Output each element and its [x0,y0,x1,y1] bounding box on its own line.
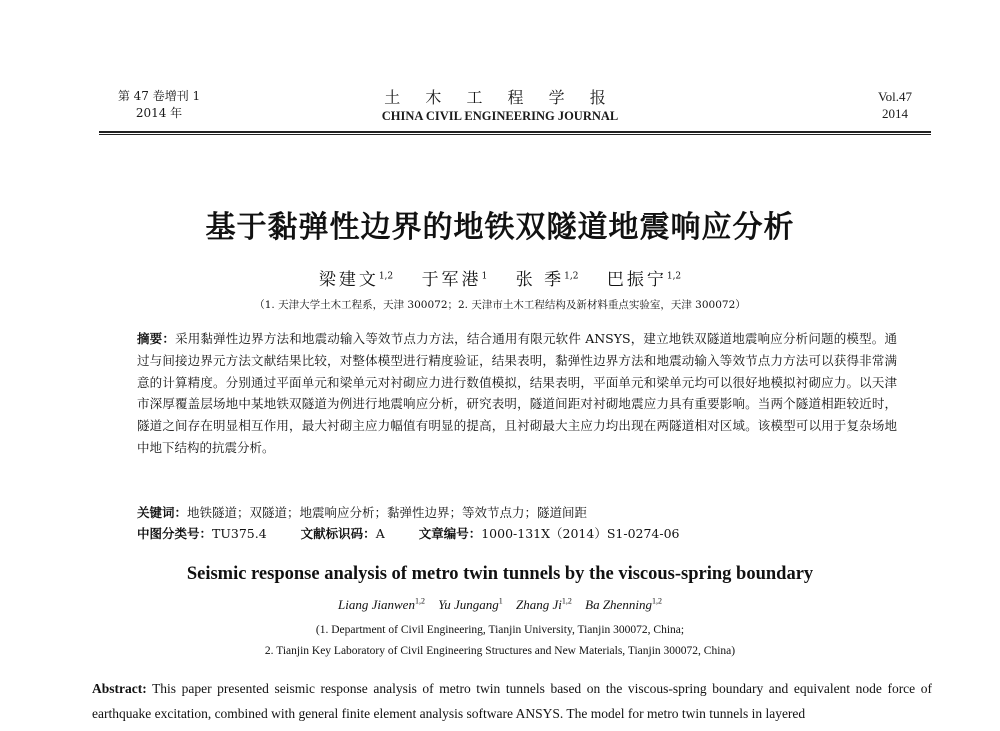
author-cn: 张 季$^{1,2}$ [515,270,579,290]
author-list-cn [0,265,1000,290]
volume-year: 2014 年 [135,106,183,120]
volume-info-en [850,88,940,122]
abstract-en-text: This paper presented seismic response analysis of metro twin tunnels based on the viscous-spring boundary and equivalent node force of earthquake excitation, combined with general finite element analysis software ANSYS. The model for metro twin tunnels in layered [92,681,932,721]
paper-title-cn: 基于黏弹性边界的地铁双隧道地震响应分析 [205,210,795,245]
abstract-en-label: Abstract: [92,681,147,696]
header-rule-thin [99,134,931,135]
affiliation-en-2: 2. Tianjin Key Laboratory of Civil Engineering Structures and New Materials, Tianjin 300072, China) [264,645,736,657]
year-en: 2014 [882,106,908,121]
abstract-cn [137,328,897,459]
document-code: 文献标识码：A [300,526,385,541]
author-en: Zhang Ji$^{1,2}$ [516,597,572,613]
volume-issue: 第 47 卷增刊 1 [117,89,201,103]
abstract-cn-label: 摘要： [137,331,176,346]
keywords-cn [137,504,897,522]
author-cn: 梁建文$^{1,2}$ [318,270,394,290]
volume-en: Vol.47 [877,89,913,104]
volume-info [99,88,219,122]
affiliation-cn: （1. 天津大学土木工程系，天津 300072；2. 天津市土木工程结构及新材料重点实验室，天津 300072） [254,299,746,311]
author-en: Liang Jianwen$^{1,2}$ [338,597,425,613]
paper-title-en: Seismic response analysis of metro twin tunnels by the viscous-spring boundary [186,564,814,584]
header-rule-thick [99,131,931,133]
journal-name [330,88,670,125]
author-list-en [0,597,1000,613]
keywords-cn-text: 地铁隧道；双隧道；地震响应分析；黏弹性边界；等效节点力；隧道间距 [187,505,588,520]
journal-name-cn: 土 木 工 程 学 报 [384,88,616,107]
affiliation-en-1: (1. Department of Civil Engineering, Tianjin University, Tianjin 300072, China; [315,624,685,636]
author-cn: 巴振宁$^{1,2}$ [606,270,682,290]
clc-number: 中图分类号：TU375.4 [137,526,267,541]
abstract-cn-text: 采用黏弹性边界方法和地震动输入等效节点力方法，结合通用有限元软件 ANSYS，建立地铁双隧道地震响应分析问题的模型。通过与间接边界元方法文献结果比较，对整体模型进行精度验证，结果表明，黏弹性边界方法和地震动输入等效节点力方法可以获得非常满意的计算精度。分别通过平面单元和梁单元对衬砌应力进行数值模拟，结果表明，平面单元和梁单元均可以很好地模拟衬砌应力。以天津市深厚覆盖层场地中某地铁双隧道为例进行地震响应分析，研究表明，隧道间距对衬砌地震应力具有重要影响。当两个隧道相距较近时，隧道之间存在明显相互作用，最大衬砌主应力幅值有明显的提高，且衬砌最大主应力均出现在两隧道相对区域。该模型可以用于复杂场地中地下结构的抗震分析。 [137,331,897,455]
article-number: 文章编号：1000-131X（2014）S1-0274-06 [418,526,680,541]
classification-line [137,525,897,543]
author-cn: 于军港$^1$ [421,270,488,290]
abstract-en [92,676,932,726]
journal-name-en: CHINA CIVIL ENGINEERING JOURNAL [381,109,619,123]
author-en: Yu Jungang$^1$ [438,597,503,613]
author-en: Ba Zhenning$^{1,2}$ [585,597,662,613]
keywords-cn-label: 关键词： [137,505,188,520]
